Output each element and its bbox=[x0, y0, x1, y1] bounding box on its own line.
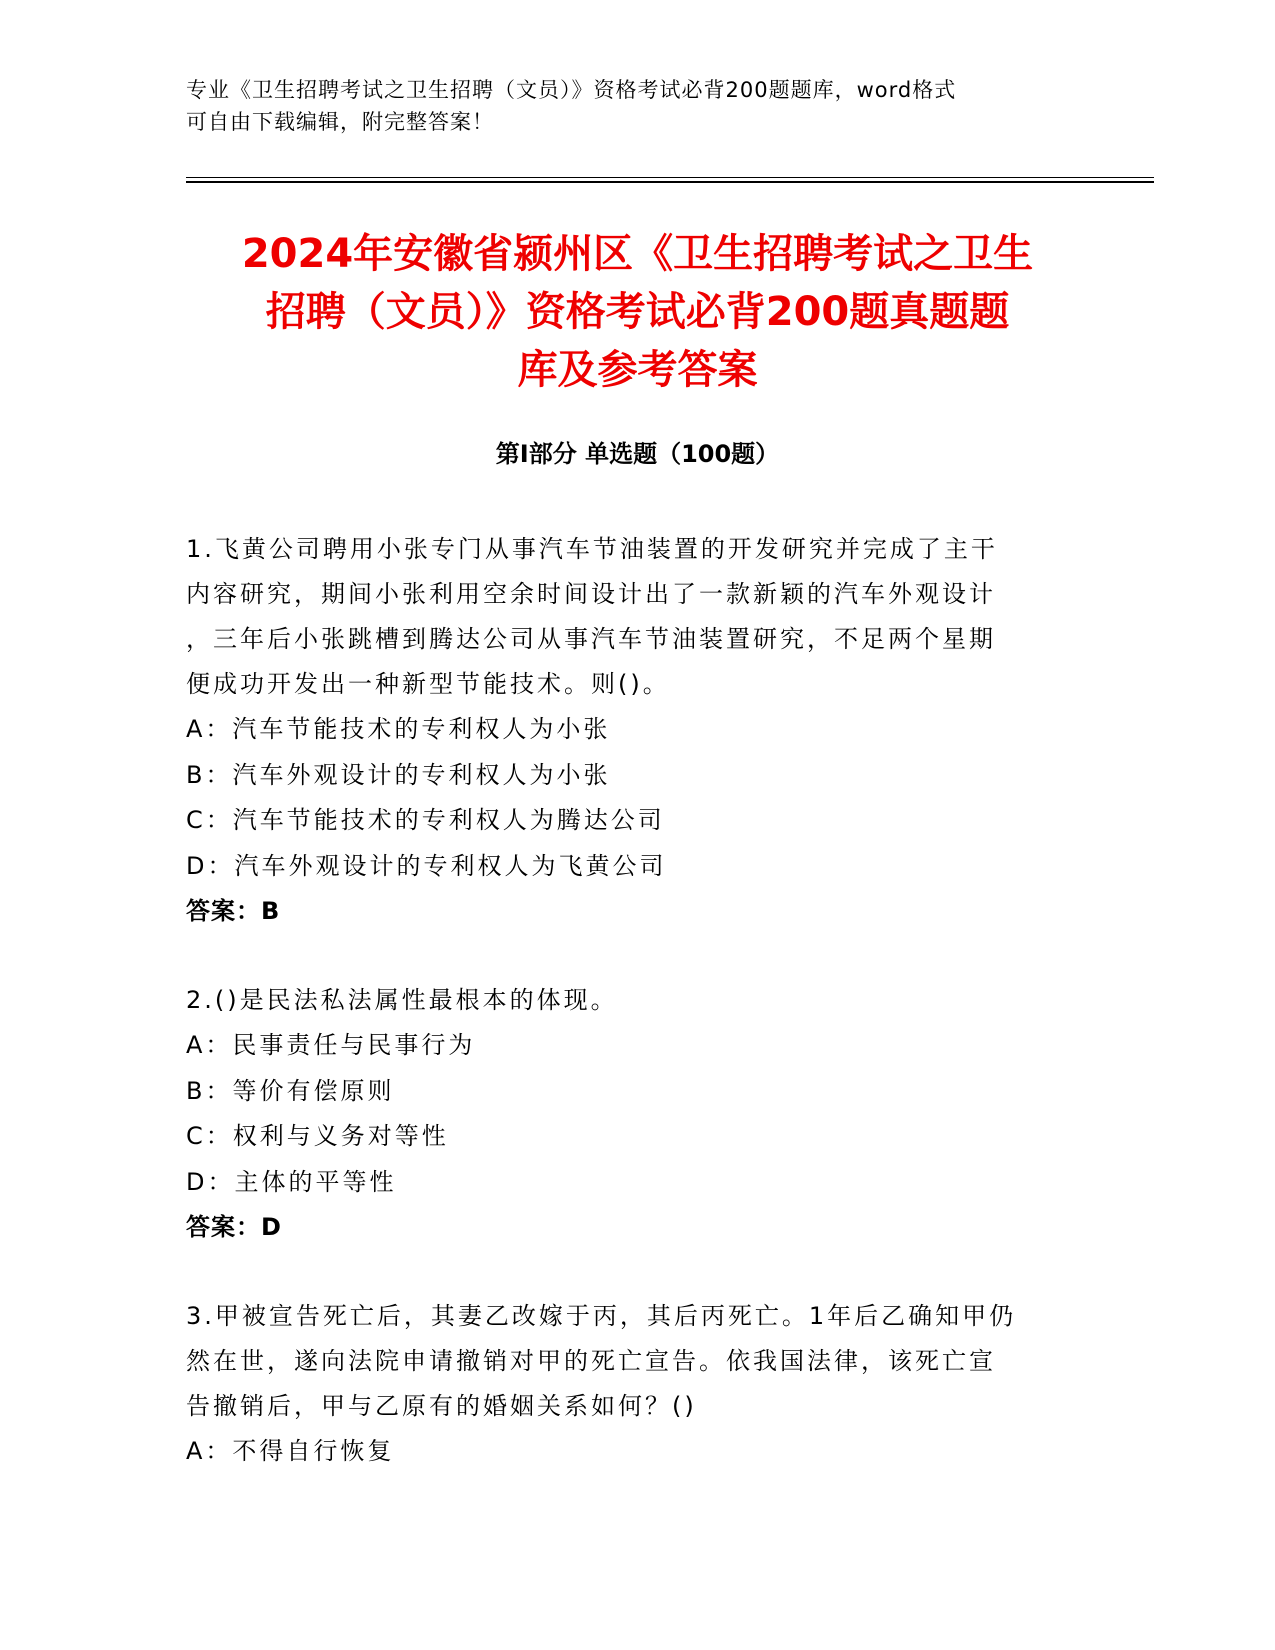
header-note-line-2: 可自由下载编辑，附完整答案！ bbox=[186, 110, 494, 134]
question-text-line: 2.()是民法私法属性最根本的体现。 bbox=[186, 986, 618, 1014]
question-text-line: 1.飞黄公司聘用小张专门从事汽车节油装置的开发研究并完成了主干 bbox=[186, 535, 998, 563]
question-list bbox=[186, 527, 1076, 1519]
option-d: D：主体的平等性 bbox=[186, 1167, 397, 1196]
document-title-line-2: 招聘（文员）》资格考试必背200题真题题 bbox=[265, 289, 1010, 335]
question-text-line: 便成功开发出一种新型节能技术。则()。 bbox=[186, 670, 670, 698]
header-note bbox=[186, 74, 1066, 138]
option-a: A：不得自行恢复 bbox=[186, 1437, 395, 1465]
document-title-line-3: 库及参考答案 bbox=[517, 347, 758, 393]
header-divider-thin bbox=[186, 177, 1154, 178]
document-title bbox=[160, 225, 1115, 399]
option-b: B：等价有偿原则 bbox=[186, 1076, 395, 1105]
option-c: C：权利与义务对等性 bbox=[186, 1122, 449, 1150]
question-3 bbox=[186, 1294, 1076, 1475]
question-2 bbox=[186, 978, 1076, 1250]
question-text-line: 3.甲被宣告死亡后，其妻乙改嫁于丙，其后丙死亡。1年后乙确知甲仍 bbox=[186, 1302, 1017, 1330]
option-b: B：汽车外观设计的专利权人为小张 bbox=[186, 760, 611, 789]
question-text-line: 告撤销后，甲与乙原有的婚姻关系如何？() bbox=[186, 1392, 697, 1420]
question-text-line: 然在世，遂向法院申请撤销对甲的死亡宣告。依我国法律，该死亡宣 bbox=[186, 1347, 996, 1375]
header-divider-thick bbox=[186, 181, 1154, 183]
question-text-line: 内容研究，期间小张利用空余时间设计出了一款新颖的汽车外观设计 bbox=[186, 580, 996, 608]
option-a: A：汽车节能技术的专利权人为小张 bbox=[186, 715, 611, 743]
answer: 答案：B bbox=[186, 897, 281, 925]
header-note-line-1: 专业《卫生招聘考试之卫生招聘（文员）》资格考试必背200题题库，word格式 bbox=[186, 78, 957, 102]
option-c: C：汽车节能技术的专利权人为腾达公司 bbox=[186, 806, 665, 834]
question-text-line: ，三年后小张跳槽到腾达公司从事汽车节油装置研究，不足两个星期 bbox=[186, 625, 996, 653]
option-d: D：汽车外观设计的专利权人为飞黄公司 bbox=[186, 851, 667, 880]
document-title-line-1: 2024年安徽省颍州区《卫生招聘考试之卫生 bbox=[241, 231, 1034, 277]
question-1 bbox=[186, 527, 1076, 934]
option-a: A：民事责任与民事行为 bbox=[186, 1031, 476, 1059]
section-heading: 第Ⅰ部分 单选题（100题） bbox=[495, 440, 780, 468]
answer: 答案：D bbox=[186, 1213, 282, 1241]
